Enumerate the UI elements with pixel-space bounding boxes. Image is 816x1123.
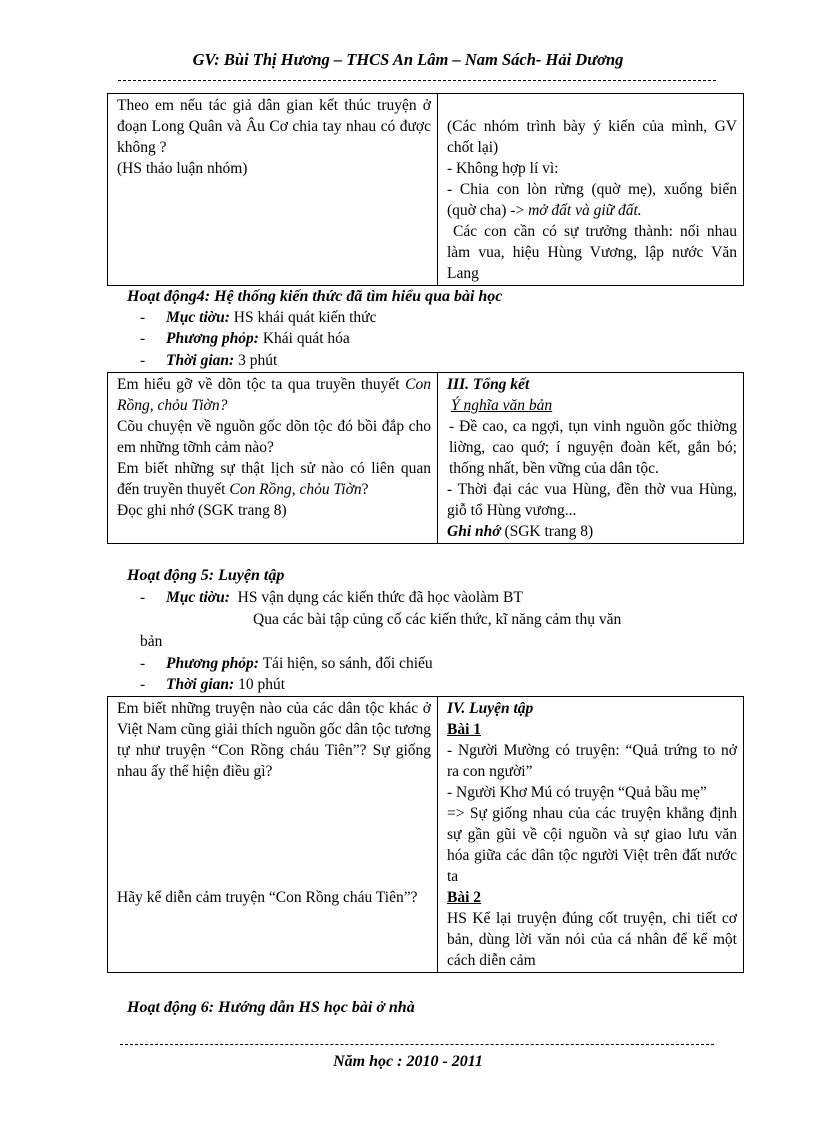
table1-answer-3: - Chia con lòn rừng (quờ mẹ), xuống biển (quờ cha) -> mở đất và giữ đất.	[447, 181, 737, 219]
table3-questions-cell	[108, 697, 438, 973]
activity4-goal: - Mục tiờu: HS khái quát kiến thức	[140, 309, 377, 326]
table1-answer-2: - Không hợp lí vì:	[447, 160, 559, 177]
activity4-title: Hoạt động4: Hệ thống kiến thức đã tìm hiểu qua bài học	[127, 288, 503, 305]
footer-school-year: Năm học : 2010 - 2011	[333, 1053, 483, 1070]
table2-questions-cell	[108, 373, 438, 544]
activity4-method: - Phương phỏp: Khái quát hóa	[140, 330, 350, 347]
table3-exercise-2-label: Bài 2	[447, 889, 482, 906]
table2-question-3: Em biết những sự thật lịch sử nào có liên quan đến truyền thuyết Con Rồng, chỏu Tiờn?	[117, 460, 431, 498]
table3-answer-4: HS Kể lại truyện đúng cốt truyện, chi tiết cơ bản, dùng lời văn nói của cá nhân để kể một cách diễn cảm	[447, 910, 737, 969]
table3-answers-cell	[438, 697, 744, 973]
footer-divider	[120, 1044, 714, 1045]
table2-question-2: Cõu chuyện về nguồn gốc dõn tộc đó bồi đắp cho em những tỡnh cảm nào?	[117, 418, 431, 456]
table3-heading: IV. Luyện tập	[447, 700, 534, 717]
table1-answer-cell	[438, 94, 744, 286]
table2-question-1: Em hiểu gỡ về dõn tộc ta qua truyền thuyết Con Rồng, chỏu Tiờn?	[117, 376, 431, 414]
table3-question-1: Em biết những truyện nào của các dân tộc khác ở Việt Nam cũng giải thích nguồn gốc dân tộc tương tự như truyện “Con Rồng cháu Tiên”? Sự giống nhau ấy thể hiện điều gì?	[117, 700, 431, 780]
activity5-title: Hoạt động 5: Luyện tập	[127, 567, 285, 584]
page-header: GV: Bùi Thị Hương – THCS An Lâm – Nam Sách- Hải Dương	[192, 50, 624, 69]
table1-answer-1: (Các nhóm trình bày ý kiến của mình, GV chốt lại)	[447, 118, 737, 156]
activity5-goal-continued: Qua các bài tập củng cố các kiến thức, kĩ năng cảm thụ văn	[253, 611, 622, 628]
table2-answer-1: - Đề cao, ca ngợi, tụn vinh nguồn gốc thiờng liờng, cao quớ; í nguyện đoàn kết, gắn bó; thống nhất, bền vững của dân tộc.	[449, 418, 737, 477]
table3-exercise-1-label: Bài 1	[447, 721, 482, 738]
table-summary	[107, 372, 744, 544]
activity4-time: - Thời gian: 3 phút	[140, 352, 278, 369]
activity5-goal-continued-2: bản	[140, 633, 163, 650]
activity5-time: - Thời gian: 10 phút	[140, 676, 285, 693]
table2-note: Ghi nhớ (SGK trang 8)	[447, 523, 594, 540]
table1-note: (HS thảo luận nhóm)	[117, 160, 248, 177]
table3-answer-2: - Người Khơ Mú có truyện “Quả bầu mẹ”	[447, 784, 707, 801]
activity6-title: Hoạt động 6: Hướng dẫn HS học bài ở nhà	[127, 999, 415, 1016]
table-practice	[107, 696, 744, 973]
table2-answers-cell	[438, 373, 744, 544]
table1-question-cell	[108, 94, 438, 286]
table2-answer-2: - Thời đại các vua Hùng, đền thờ vua Hùng, giỗ tổ Hùng vương...	[447, 481, 737, 519]
table2-question-4: Đọc ghi nhớ (SGK trang 8)	[117, 502, 287, 519]
table3-question-2: Hãy kể diễn cảm truyện “Con Rồng cháu Tiên”?	[117, 889, 418, 906]
activity5-goal: - Mục tiờu: HS vận dụng các kiến thức đã học vàolàm BT	[140, 589, 523, 606]
table3-answer-3: => Sự giống nhau của các truyện khẳng định sự gần gũi về cội nguồn và sự giao lưu văn hóa giữa các dân tộc người Việt trên đất nước ta	[447, 805, 737, 885]
table2-subheading: Ý nghĩa văn bản	[451, 397, 553, 414]
table1-question: Theo em nếu tác giả dân gian kết thúc truyện ở đoạn Long Quân và Âu Cơ chia tay nhau có được không ?	[117, 97, 431, 156]
table2-heading: III. Tổng kết	[447, 376, 530, 393]
header-divider	[118, 80, 716, 81]
table-conclusion-discussion	[107, 93, 744, 286]
table3-answer-1: - Người Mường có truyện: “Quả trứng to nở ra con người”	[447, 742, 737, 780]
activity5-method: - Phương phỏp: Tái hiện, so sánh, đối chiếu	[140, 655, 433, 672]
table1-answer-4: Các con cần có sự trưởng thành: nối nhau làm vua, hiệu Hùng Vương, lập nước Văn Lang	[447, 223, 737, 282]
